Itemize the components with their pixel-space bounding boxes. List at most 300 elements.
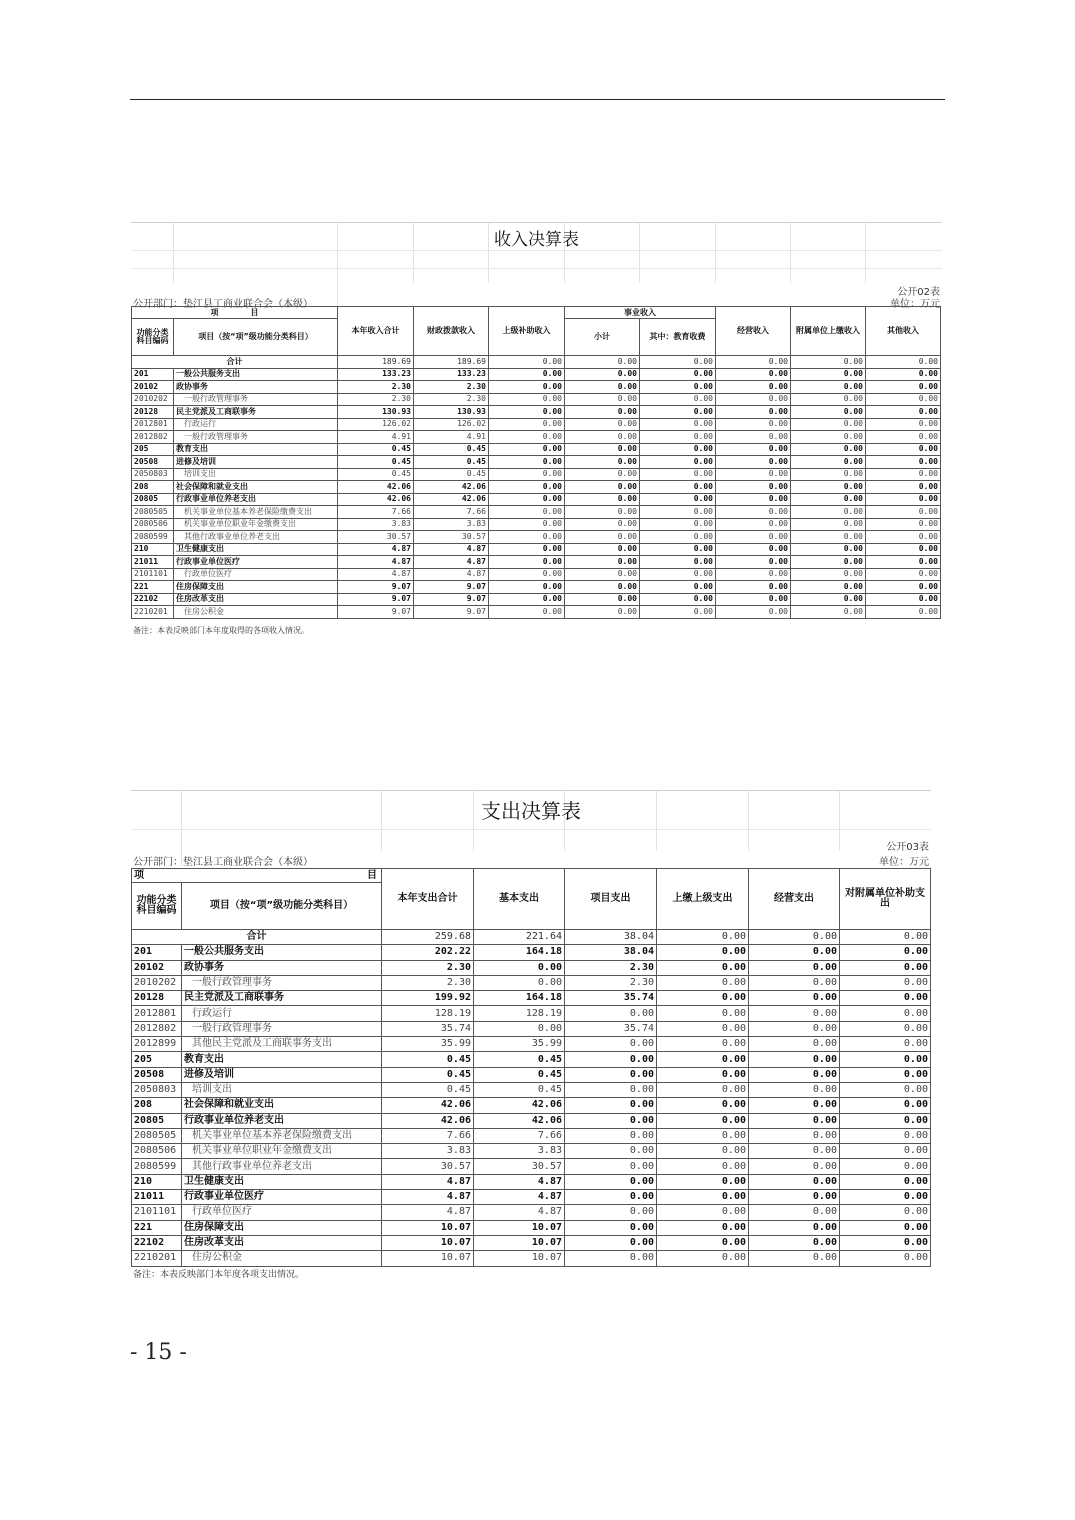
row-name: 行政事业单位医疗 (174, 556, 338, 569)
row-value: 30.57 (382, 1159, 474, 1174)
row-name: 民主党派及工商联事务 (174, 406, 338, 419)
row-value: 0.00 (716, 568, 791, 581)
table-note: 备注：本表反映部门本年度各项支出情况。 (133, 1270, 305, 1280)
row-code: 2080599 (132, 1159, 182, 1174)
row-value: 0.00 (565, 543, 640, 556)
row-value: 0.00 (716, 418, 791, 431)
unit-label: 单位：万元 (879, 857, 929, 868)
row-value: 0.00 (474, 960, 565, 975)
row-code: 2012899 (132, 1037, 182, 1052)
total-row (132, 930, 931, 945)
row-code: 2080599 (132, 531, 174, 544)
table-row (132, 493, 941, 506)
row-value: 0.00 (640, 593, 716, 606)
row-code: 2012802 (132, 1021, 182, 1036)
row-value: 0.00 (716, 431, 791, 444)
row-value: 0.00 (866, 543, 941, 556)
row-value: 0.00 (640, 393, 716, 406)
row-value: 0.00 (840, 945, 931, 960)
item-header: 项 目 (132, 307, 338, 319)
row-value: 0.00 (716, 443, 791, 456)
row-value: 4.87 (382, 1205, 474, 1220)
row-value: 0.00 (565, 393, 640, 406)
row-value: 0.00 (791, 556, 866, 569)
row-code: 2101101 (132, 568, 174, 581)
row-value: 0.00 (489, 368, 565, 381)
form-number: 公开02表 (897, 287, 940, 298)
row-code: 2210201 (132, 1251, 182, 1266)
col-affil-header: 对附属单位补助支出 (840, 869, 931, 930)
row-value: 0.00 (866, 556, 941, 569)
department-label: 公开部门：垫江县工商业联合会（本级） (133, 299, 313, 310)
row-value: 0.00 (716, 381, 791, 394)
row-value: 7.66 (474, 1128, 565, 1143)
row-code: 201 (132, 368, 174, 381)
table-row (132, 468, 941, 481)
row-code: 20128 (132, 406, 174, 419)
table-row (132, 418, 941, 431)
row-value: 30.57 (474, 1159, 565, 1174)
row-value: 0.00 (565, 1251, 657, 1266)
row-value: 0.00 (565, 456, 640, 469)
row-value: 2.30 (414, 393, 489, 406)
row-value: 0.00 (565, 606, 640, 619)
col-edu-header: 其中：教育收费 (640, 319, 716, 356)
col-name-header: 项目（按“项”级功能分类科目） (182, 883, 382, 930)
row-value: 42.06 (382, 1113, 474, 1128)
table-row (132, 1251, 931, 1266)
row-value: 0.00 (565, 1082, 657, 1097)
table-row (132, 518, 941, 531)
row-name: 行政事业单位养老支出 (182, 1113, 382, 1128)
row-value: 4.87 (414, 556, 489, 569)
row-value: 0.00 (657, 1144, 749, 1159)
row-value: 0.00 (640, 381, 716, 394)
row-name: 一般行政管理事务 (182, 1021, 382, 1036)
row-value: 0.00 (791, 543, 866, 556)
page-number: - 15 - (130, 1340, 187, 1365)
table-row (132, 431, 941, 444)
row-name: 培训支出 (182, 1082, 382, 1097)
row-value: 0.00 (565, 1128, 657, 1143)
table-row (132, 1052, 931, 1067)
row-value: 30.57 (414, 531, 489, 544)
row-value: 0.00 (640, 506, 716, 519)
row-value: 10.07 (382, 1251, 474, 1266)
row-value: 0.00 (716, 481, 791, 494)
header-row (132, 869, 931, 883)
row-name: 一般行政管理事务 (174, 431, 338, 444)
row-value: 0.00 (749, 1113, 840, 1128)
row-code: 20128 (132, 991, 182, 1006)
department-label: 公开部门：垫江县工商业联合会（本级） (133, 857, 313, 868)
row-value: 0.00 (565, 556, 640, 569)
total-cell: 0.00 (657, 930, 749, 945)
col-affil-header: 附属单位上缴收入 (791, 307, 866, 356)
item-header (132, 869, 382, 883)
table-row (132, 593, 941, 606)
item-header-left: 项 (134, 869, 144, 881)
row-value: 0.45 (414, 456, 489, 469)
row-value: 0.00 (657, 945, 749, 960)
row-value: 0.00 (489, 468, 565, 481)
row-value: 3.83 (382, 1144, 474, 1159)
grid-line (131, 829, 931, 830)
row-value: 42.06 (474, 1113, 565, 1128)
col-total-header: 本年支出合计 (382, 869, 474, 930)
row-value: 0.00 (749, 1190, 840, 1205)
row-value: 0.00 (840, 960, 931, 975)
table-row (132, 1021, 931, 1036)
table-row (132, 1220, 931, 1235)
row-name: 行政运行 (182, 1006, 382, 1021)
row-value: 0.00 (840, 1067, 931, 1082)
row-value: 0.45 (382, 1082, 474, 1097)
row-value: 0.00 (474, 975, 565, 990)
row-value: 0.00 (866, 593, 941, 606)
col-code-header: 功能分类科目编码 (132, 319, 174, 356)
row-value: 9.07 (338, 606, 414, 619)
row-value: 0.00 (791, 568, 866, 581)
row-value: 42.06 (338, 493, 414, 506)
row-value: 0.00 (565, 1174, 657, 1189)
row-value: 0.00 (716, 581, 791, 594)
row-value: 0.45 (474, 1067, 565, 1082)
row-code: 208 (132, 481, 174, 494)
row-value: 0.00 (791, 431, 866, 444)
row-value: 0.00 (791, 381, 866, 394)
row-value: 0.45 (382, 1052, 474, 1067)
row-value: 0.00 (791, 606, 866, 619)
row-code: 205 (132, 443, 174, 456)
row-name: 卫生健康支出 (182, 1174, 382, 1189)
row-value: 0.00 (489, 506, 565, 519)
row-value: 2.30 (565, 975, 657, 990)
row-value: 0.00 (565, 1235, 657, 1250)
table-row (132, 1098, 931, 1113)
row-name: 培训支出 (174, 468, 338, 481)
table-row (132, 1235, 931, 1250)
row-name: 住房改革支出 (182, 1235, 382, 1250)
row-value: 35.99 (382, 1037, 474, 1052)
row-value: 0.00 (749, 1220, 840, 1235)
row-value: 0.00 (489, 381, 565, 394)
row-value: 0.00 (866, 431, 941, 444)
col-name-header: 项目（按“项”级功能分类科目） (174, 319, 338, 356)
row-value: 0.00 (866, 518, 941, 531)
row-value: 0.00 (640, 368, 716, 381)
row-value: 0.00 (489, 406, 565, 419)
row-value: 35.74 (565, 1021, 657, 1036)
row-value: 130.93 (414, 406, 489, 419)
row-value: 0.00 (716, 518, 791, 531)
total-cell: 0.00 (640, 356, 716, 369)
total-cell: 189.69 (414, 356, 489, 369)
row-value: 0.00 (640, 581, 716, 594)
table-row (132, 581, 941, 594)
row-code: 2080506 (132, 518, 174, 531)
row-code: 20805 (132, 1113, 182, 1128)
table-row (132, 1144, 931, 1159)
row-value: 9.07 (414, 581, 489, 594)
row-value: 0.00 (791, 481, 866, 494)
row-value: 0.00 (791, 368, 866, 381)
row-code: 201 (132, 945, 182, 960)
row-value: 0.00 (791, 493, 866, 506)
row-value: 42.06 (414, 493, 489, 506)
income-table-body (132, 356, 941, 619)
row-value: 35.99 (474, 1037, 565, 1052)
col-subtotal-header: 小计 (565, 319, 640, 356)
row-value: 0.00 (840, 1082, 931, 1097)
row-value: 0.00 (840, 1113, 931, 1128)
row-value: 128.19 (382, 1006, 474, 1021)
row-name: 社会保障和就业支出 (182, 1098, 382, 1113)
row-value: 0.00 (749, 1205, 840, 1220)
row-value: 0.00 (489, 393, 565, 406)
row-value: 0.00 (565, 418, 640, 431)
row-name: 其他民主党派及工商联事务支出 (182, 1037, 382, 1052)
row-code: 20508 (132, 1067, 182, 1082)
form-number: 公开03表 (886, 842, 929, 853)
row-code: 2012801 (132, 418, 174, 431)
row-value: 126.02 (414, 418, 489, 431)
row-value: 0.00 (489, 443, 565, 456)
row-value: 0.00 (749, 1251, 840, 1266)
total-cell: 221.64 (474, 930, 565, 945)
row-value: 0.00 (565, 1052, 657, 1067)
row-value: 0.00 (657, 1235, 749, 1250)
row-value: 0.00 (840, 1098, 931, 1113)
table-row (132, 556, 941, 569)
row-value: 0.00 (565, 1006, 657, 1021)
row-value: 0.00 (489, 581, 565, 594)
row-value: 0.00 (565, 406, 640, 419)
table-row (132, 1037, 931, 1052)
table-note: 备注：本表反映部门本年度取得的各项收入情况。 (133, 626, 309, 635)
row-value: 30.57 (338, 531, 414, 544)
row-value: 38.04 (565, 945, 657, 960)
row-value: 0.00 (749, 1174, 840, 1189)
row-value: 0.00 (840, 1052, 931, 1067)
row-value: 0.00 (657, 975, 749, 990)
row-value: 0.00 (866, 381, 941, 394)
row-value: 0.00 (840, 1037, 931, 1052)
row-value: 4.87 (414, 568, 489, 581)
row-value: 0.00 (565, 593, 640, 606)
row-value: 0.00 (657, 1067, 749, 1082)
row-value: 0.00 (565, 1113, 657, 1128)
row-value: 2.30 (382, 975, 474, 990)
row-name: 住房改革支出 (174, 593, 338, 606)
table-row (132, 568, 941, 581)
row-code: 20102 (132, 381, 174, 394)
table-row (132, 443, 941, 456)
row-value: 0.00 (640, 418, 716, 431)
row-name: 其他行政事业单位养老支出 (182, 1159, 382, 1174)
row-value: 0.00 (565, 1037, 657, 1052)
row-value: 0.00 (791, 468, 866, 481)
row-value: 0.00 (565, 468, 640, 481)
table-row (132, 381, 941, 394)
row-value: 0.00 (866, 506, 941, 519)
expense-statement-sheet (131, 790, 931, 1281)
row-value: 0.00 (716, 606, 791, 619)
row-value: 0.00 (791, 593, 866, 606)
row-value: 0.00 (840, 1021, 931, 1036)
row-value: 0.00 (640, 456, 716, 469)
row-value: 0.00 (657, 1174, 749, 1189)
row-value: 0.00 (791, 443, 866, 456)
row-code: 2012801 (132, 1006, 182, 1021)
row-value: 0.00 (749, 991, 840, 1006)
table-row (132, 1205, 931, 1220)
row-value: 9.07 (338, 593, 414, 606)
row-value: 0.00 (489, 431, 565, 444)
row-value: 42.06 (382, 1098, 474, 1113)
row-value: 0.00 (657, 1190, 749, 1205)
col-biz-header: 事业收入 (565, 307, 716, 319)
table-row (132, 1159, 931, 1174)
total-cell: 38.04 (565, 930, 657, 945)
col-basic-header: 基本支出 (474, 869, 565, 930)
row-value: 0.00 (565, 581, 640, 594)
row-value: 0.00 (489, 456, 565, 469)
row-name: 住房公积金 (174, 606, 338, 619)
row-value: 0.00 (749, 1128, 840, 1143)
header-row (132, 307, 941, 319)
table-row (132, 1082, 931, 1097)
row-name: 教育支出 (182, 1052, 382, 1067)
row-value: 0.00 (565, 1144, 657, 1159)
row-code: 205 (132, 1052, 182, 1067)
row-value: 0.00 (866, 418, 941, 431)
total-cell: 0.00 (791, 356, 866, 369)
row-value: 0.00 (716, 593, 791, 606)
row-value: 0.00 (749, 1067, 840, 1082)
row-value: 0.00 (489, 531, 565, 544)
row-value: 0.00 (716, 393, 791, 406)
row-value: 0.00 (565, 493, 640, 506)
row-value: 0.00 (716, 556, 791, 569)
table-row (132, 406, 941, 419)
row-value: 0.00 (866, 468, 941, 481)
row-value: 2.30 (414, 381, 489, 394)
row-value: 0.00 (749, 1235, 840, 1250)
row-name: 机关事业单位职业年金缴费支出 (182, 1144, 382, 1159)
row-code: 210 (132, 543, 174, 556)
income-title: 收入决算表 (494, 230, 579, 250)
row-value: 10.07 (382, 1235, 474, 1250)
row-value: 4.91 (414, 431, 489, 444)
row-value: 0.00 (749, 1082, 840, 1097)
row-value: 4.87 (382, 1190, 474, 1205)
row-value: 133.23 (414, 368, 489, 381)
row-value: 0.00 (640, 406, 716, 419)
row-value: 0.00 (840, 1190, 931, 1205)
row-value: 0.00 (866, 393, 941, 406)
row-name: 机关事业单位基本养老保险缴费支出 (182, 1128, 382, 1143)
row-value: 0.00 (565, 381, 640, 394)
row-name: 机关事业单位基本养老保险缴费支出 (174, 506, 338, 519)
row-value: 10.07 (474, 1220, 565, 1235)
row-value: 0.00 (640, 531, 716, 544)
row-value: 0.00 (791, 456, 866, 469)
row-value: 0.00 (640, 606, 716, 619)
row-value: 0.00 (866, 531, 941, 544)
row-value: 4.87 (338, 543, 414, 556)
row-value: 199.92 (382, 991, 474, 1006)
row-value: 42.06 (414, 481, 489, 494)
row-value: 0.00 (489, 568, 565, 581)
expense-title: 支出决算表 (481, 799, 581, 823)
row-code: 22102 (132, 1235, 182, 1250)
row-value: 0.00 (791, 581, 866, 594)
row-code: 2010202 (132, 975, 182, 990)
row-value: 2.30 (338, 381, 414, 394)
row-value: 0.00 (716, 406, 791, 419)
total-cell: 259.68 (382, 930, 474, 945)
row-code: 20508 (132, 456, 174, 469)
row-value: 0.00 (866, 456, 941, 469)
row-value: 0.45 (474, 1082, 565, 1097)
row-value: 0.00 (716, 368, 791, 381)
row-value: 0.00 (657, 1251, 749, 1266)
row-name: 一般公共服务支出 (182, 945, 382, 960)
row-value: 126.02 (338, 418, 414, 431)
row-value: 0.00 (791, 531, 866, 544)
row-value: 10.07 (474, 1235, 565, 1250)
row-value: 0.00 (791, 518, 866, 531)
total-cell: 0.00 (489, 356, 565, 369)
row-value: 0.00 (565, 1159, 657, 1174)
row-code: 2050803 (132, 1082, 182, 1097)
row-value: 4.87 (474, 1205, 565, 1220)
row-value: 9.07 (338, 581, 414, 594)
row-name: 行政运行 (174, 418, 338, 431)
total-label: 合计 (132, 930, 382, 945)
row-code: 221 (132, 1220, 182, 1235)
row-code: 2080505 (132, 506, 174, 519)
total-label: 合计 (132, 356, 338, 369)
row-value: 0.00 (749, 960, 840, 975)
row-value: 0.00 (640, 493, 716, 506)
row-name: 行政事业单位养老支出 (174, 493, 338, 506)
row-value: 0.00 (749, 1052, 840, 1067)
row-value: 0.00 (657, 1128, 749, 1143)
total-cell: 189.69 (338, 356, 414, 369)
row-value: 0.00 (657, 1113, 749, 1128)
row-name: 民主党派及工商联事务 (182, 991, 382, 1006)
table-row (132, 481, 941, 494)
row-value: 0.00 (840, 1251, 931, 1266)
row-code: 2010202 (132, 393, 174, 406)
col-other-header: 其他收入 (866, 307, 941, 356)
row-value: 0.00 (749, 1144, 840, 1159)
total-cell: 0.00 (716, 356, 791, 369)
row-value: 10.07 (474, 1251, 565, 1266)
row-code: 21011 (132, 1190, 182, 1205)
row-value: 0.00 (791, 506, 866, 519)
table-row (132, 1128, 931, 1143)
row-value: 0.00 (489, 606, 565, 619)
row-value: 0.00 (791, 393, 866, 406)
table-row (132, 393, 941, 406)
row-value: 2.30 (565, 960, 657, 975)
row-value: 0.00 (866, 443, 941, 456)
row-value: 0.45 (382, 1067, 474, 1082)
row-name: 住房保障支出 (174, 581, 338, 594)
